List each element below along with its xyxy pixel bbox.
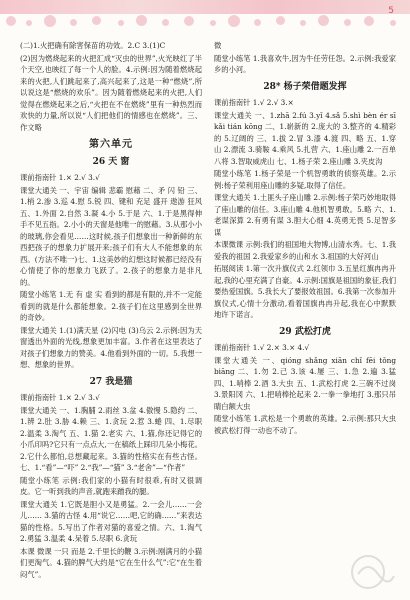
left-answer-paragraph: 课堂大通关 一、宇宙 编辑 悲霸 慰藉 二、矛 闪 铅 三、1.梢 2.渗 3.巡 4.慰 5.锐 四、键和 充足 盛开 遨游 狂风 五、1.外面 2.自然 3.凝 4.小 5.于是 六、1.于是黑得伸手不见五指。2.小小的天窗是他唯一的慰藉。3.从那小小的玻璃,你会看见……这时候,孩子们想象出一种新鲜的东西把孩子的想象力扩展开来;孩子们有大人不能想象的东西。(方法不唯一)七、1.这美妙的幻想这时候都已经没有心情使了你的想象力飞跃了。2.孩子的想象力是非凡的。 bbox=[20, 185, 202, 287]
left-answer-paragraph: 课堂大通关 1.(1)满天星 (2)闪电 (3)乌云 2.示例:因为天窗透出外面的光线,想象更加丰富。3.作者在这里表达了对孩子们想象力的赞美。4.他看到外面的一切。5.我想一想、想象的世界。 bbox=[20, 325, 202, 369]
left-answer-paragraph: 随堂小练笔 示例:我们家的小猫有时很乖,有时又很调皮。它一听到我的声音,就跑来蹭我的腿。 bbox=[20, 475, 202, 496]
right-answer-column bbox=[214, 40, 396, 590]
right-answer-paragraph: 随堂小练笔 1.武松是一个勇敢的英雄。2.示例:那只大虫被武松打得一动也不动了。 bbox=[214, 414, 396, 435]
right-answer-paragraph: 随堂小练笔 1.杨子荣是一个机智勇敢的侦察英雄。2.示例:杨子荣利用座山雕的多疑,取得了信任。 bbox=[214, 169, 396, 190]
page-number: 5 bbox=[388, 6, 394, 16]
left-answer-paragraph: 课前指南针 1.× 2.√ 3.√ bbox=[20, 393, 100, 402]
left-answer-paragraph: 随堂小练笔 1.无 有 虚 实 看到的都是有限的,并不一定能看到的就是什么都能想象。2.孩子们在这里感到全世界的奇妙。 bbox=[20, 290, 202, 322]
left-answer-paragraph: (二)1.火把确有除害保苗的功效。2.C 3.(1)C bbox=[20, 41, 166, 50]
left-answer-paragraph: (2)因为燃烧起来的火把汇成“灭虫的世界”,火光映红了半个天空,也映红了每一个人的脸。4.示例:因为随着燃烧起来的火把,人们跳起来了,高兴起来了,这是一种“燃烧”,所以说这是“燃烧的欢乐”。因为随着燃烧起来的火把,人们觉得在燃烧起来之后,“火把在不在燃烧”里有一种热烈而欢快的力量,所以说“人们把他们的情感也在燃烧”。三、作文略 bbox=[20, 53, 202, 132]
left-answer-paragraph: 本课 微课 一只 而是 2.千里长的鞭 3.示例:刚满月的小猫们更淘气。4.猫的脾气大约是“它在生什么气”:它“在生着闷气”。 bbox=[20, 546, 202, 579]
left-lesson-heading: 26 天 窗 bbox=[92, 156, 130, 167]
watermark-logo bbox=[348, 552, 402, 592]
right-answer-paragraph: 课堂大通关 一、qióng shǎng xiān chǐ fēi tǒng biāng 二、1.勿 2.己 3.该 4.屡 三、1.急 2.遍 3.猛 四、1.哨棒 2.酒 3.大虫 五、1.武松打虎 2.三碗不过岗 3.景阳冈 六、1.把哨棒抡起来 2.一拳一拳地打 3.那只吊睛白额大虫 bbox=[214, 355, 396, 411]
left-answer-paragraph: 课堂大通关 一、1.胸脯 2.雨丝 3.盆 4.傲慢 5.隐约 二、1.辨 2.肚 3.胁 4.赖 三、1.贪玩 2.惹 3.蜷 四、1.尽职 2.温柔 3.淘气 五、1.猫 2.老实 六、1.猫,你还记得它的小爪印吗?它只有一点点大,一在稿纸上踩印几朵小梅花。2.它什么都怕,总想藏起来。3.猫的性格实在有些古怪。七、1.“看”—“吓” 2.“我”—“猫” 3.“老舍”—“作者” bbox=[20, 405, 202, 472]
right-answer-paragraph: 课堂大通关 一、1.zhā 2.fú 3.yǐ 4.sǎ 5.shì bèn ér sī kǎi tián kōng 二、1.崭新的 2.庞大的 3.整齐的 4.精彩的 5.辽阔的 三、1.拔 2.冒 3.漆 4.渡 四、略 五、1.穿山 2.漂流 3.骑鞍 4.乘风 5.扎营 六、1.座山雕 2.一百单八将 3.智取威虎山 七、1.杨子荣 2.座山雕 3.夹皮沟 bbox=[214, 110, 396, 166]
right-lesson-heading: 29 武松打虎 bbox=[279, 326, 331, 337]
left-answer-column bbox=[20, 40, 202, 590]
right-answer-paragraph: 随堂小练笔 1.我喜欢牛,因为牛任劳任怨。2.示例:我爱家乡的小河。 bbox=[214, 53, 396, 74]
left-answer-paragraph: 课前指南针 1.× 2.√ 3.√ bbox=[20, 173, 100, 182]
decorative-dots bbox=[0, 14, 410, 32]
right-answer-paragraph: 课堂大通关 1.土匪头子座山雕 2.示例:杨子荣巧妙地取得了座山雕的信任。3.座山雕 4.他机智勇敢。5.略 六、1.老谋深算 2.有勇有谋 3.胆大心细 4.英勇无畏 5.足智多谋 bbox=[214, 193, 396, 237]
right-answer-paragraph: 拓展阅读 1.第一次升旗仪式 2.红领巾 3.五星红旗冉冉升起,我的心里充满了自豪。4.示例:国旗是祖国的象征,我们要热爱国旗。5.我长大了要报效祖国。6.我第一次参加升旗仪式,心情十分激动,看着国旗冉冉升起,我在心中默默地许下诺言。 bbox=[214, 264, 396, 319]
left-lesson-heading: 27 我是猫 bbox=[89, 376, 133, 387]
right-answer-paragraph: 课前指南针 1.√ 2.× 3.× 4.√ bbox=[214, 343, 310, 352]
left-unit-heading: 第六单元 bbox=[89, 139, 133, 150]
right-answer-paragraph: 微 bbox=[214, 41, 222, 50]
right-lesson-heading: 28* 杨子荣借题发挥 bbox=[263, 81, 347, 92]
right-answer-paragraph: 课前指南针 1.√ 2.√ 3.× bbox=[214, 98, 294, 107]
header-band bbox=[0, 0, 410, 14]
left-answer-paragraph: 课堂大通关 1.它既是胆小又是勇猛。2.一会儿……一会儿…… 3.猫的古怪 4.用“说它……吧,它的确……”来表达猫的性格。5.写出了作者对猫的喜爱之情。六、1.淘气 2.勇猛 3.温柔 4.呆着 5.尽职 6.贪玩 bbox=[20, 499, 202, 543]
right-answer-paragraph: 本课微课 示例:我们的祖国地大物博,山清水秀。七、1.我爱我的祖国 2.我爱家乡的山和水 3.祖国的大好河山 bbox=[214, 240, 396, 261]
